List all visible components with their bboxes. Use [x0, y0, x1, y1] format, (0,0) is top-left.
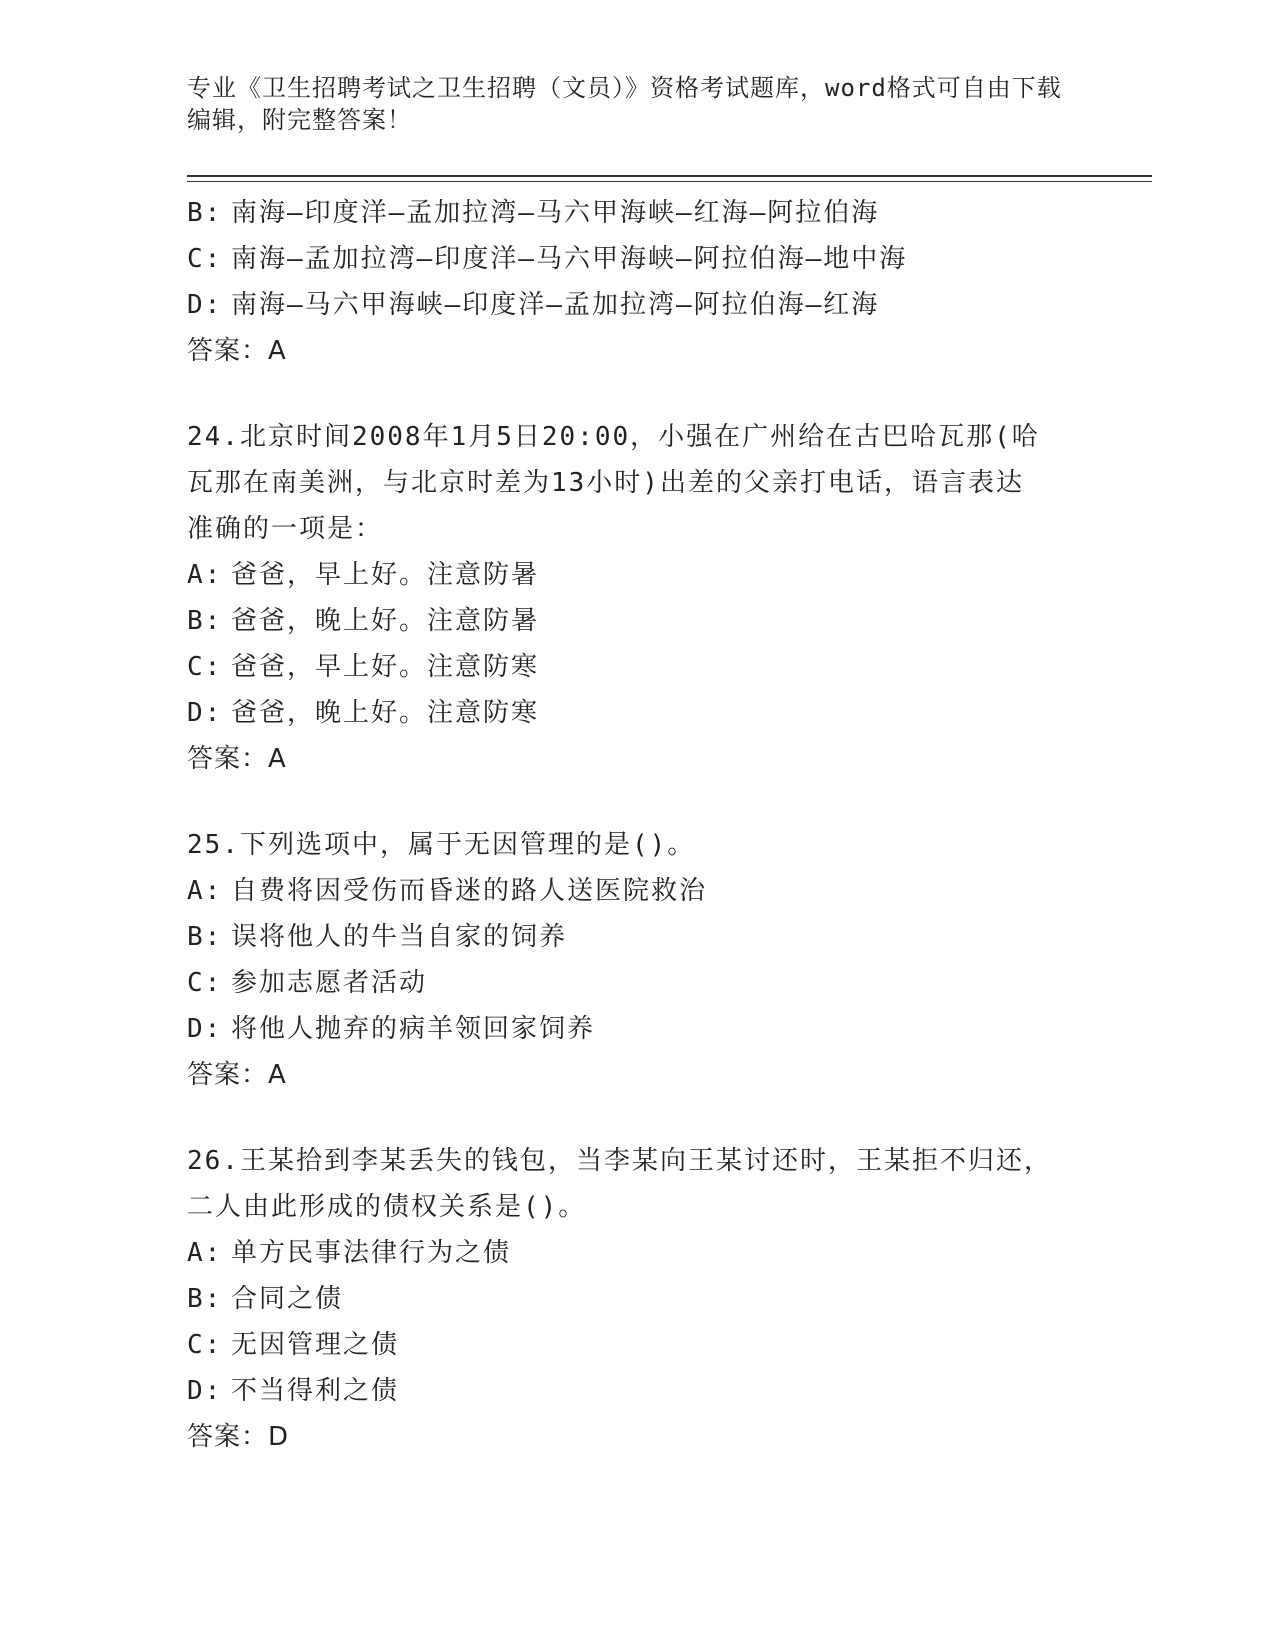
option-d [187, 1368, 1087, 1414]
option-c [187, 236, 1087, 282]
option-label: C: [187, 244, 223, 274]
question-list [187, 190, 1087, 1460]
option-text: 爸爸，晚上好。注意防寒 [231, 698, 540, 728]
option-text: 南海—马六甲海峡—印度洋—孟加拉湾—阿拉伯海—红海 [231, 290, 880, 320]
option-text: 爸爸，晚上好。注意防暑 [231, 606, 540, 636]
option-b [187, 598, 1087, 644]
option-b [187, 914, 1087, 960]
document-header [187, 72, 1087, 136]
option-text: 单方民事法律行为之债 [231, 1238, 512, 1268]
option-text: 无因管理之债 [231, 1330, 400, 1360]
question-stem-line: 准确的一项是： [187, 514, 384, 544]
option-text: 爸爸，早上好。注意防暑 [231, 560, 540, 590]
option-label: A: [187, 1238, 223, 1268]
header-divider-thick [187, 175, 1152, 177]
option-label: D: [187, 698, 223, 728]
option-d [187, 690, 1087, 736]
option-label: B: [187, 922, 223, 952]
option-text: 不当得利之债 [231, 1376, 400, 1406]
option-text: 误将他人的牛当自家的饲养 [231, 922, 568, 952]
question-25 [187, 822, 1087, 1098]
option-label: A: [187, 560, 223, 590]
option-label: C: [187, 652, 223, 682]
answer-23: 答案：A [187, 336, 287, 366]
header-divider-thin [187, 181, 1152, 182]
option-a [187, 552, 1087, 598]
option-label: C: [187, 1330, 223, 1360]
header-line-1: 专业《卫生招聘考试之卫生招聘（文员）》资格考试题库，word格式可自由下载 [187, 74, 1062, 102]
header-line-2: 编辑，附完整答案！ [187, 106, 412, 134]
option-text: 自费将因受伤而昏迷的路人送医院救治 [231, 876, 708, 906]
option-text: 合同之债 [231, 1284, 344, 1314]
question-stem-line: 26.王某拾到李某丢失的钱包，当李某向王某讨还时，王某拒不归还， [187, 1146, 1052, 1176]
option-label: D: [187, 1014, 223, 1044]
option-c [187, 960, 1087, 1006]
question-26 [187, 1138, 1087, 1460]
option-label: D: [187, 1376, 223, 1406]
question-stem-line: 25.下列选项中，属于无因管理的是()。 [187, 830, 696, 860]
option-a [187, 1230, 1087, 1276]
option-b [187, 1276, 1087, 1322]
answer-25: 答案：A [187, 1060, 287, 1090]
option-text: 爸爸，早上好。注意防寒 [231, 652, 540, 682]
option-label: D: [187, 290, 223, 320]
option-c [187, 644, 1087, 690]
option-c [187, 1322, 1087, 1368]
question-23 [187, 190, 1087, 374]
option-text: 将他人抛弃的病羊领回家饲养 [231, 1014, 596, 1044]
answer-26: 答案：D [187, 1422, 290, 1452]
option-label: A: [187, 876, 223, 906]
question-stem-line: 瓦那在南美洲，与北京时差为13小时)出差的父亲打电话，语言表达 [187, 468, 1024, 498]
option-text: 南海—孟加拉湾—印度洋—马六甲海峡—阿拉伯海—地中海 [231, 244, 908, 274]
question-24 [187, 414, 1087, 782]
option-label: B: [187, 198, 223, 228]
question-stem-line: 24.北京时间2008年1月5日20:00，小强在广州给在古巴哈瓦那(哈 [187, 422, 1040, 452]
option-a [187, 868, 1087, 914]
option-label: C: [187, 968, 223, 998]
option-label: B: [187, 1284, 223, 1314]
question-stem-line: 二人由此形成的债权关系是()。 [187, 1192, 587, 1222]
option-d [187, 282, 1087, 328]
option-d [187, 1006, 1087, 1052]
option-text: 参加志愿者活动 [231, 968, 428, 998]
option-label: B: [187, 606, 223, 636]
option-text: 南海—印度洋—孟加拉湾—马六甲海峡—红海—阿拉伯海 [231, 198, 880, 228]
option-b [187, 190, 1087, 236]
answer-24: 答案：A [187, 744, 287, 774]
